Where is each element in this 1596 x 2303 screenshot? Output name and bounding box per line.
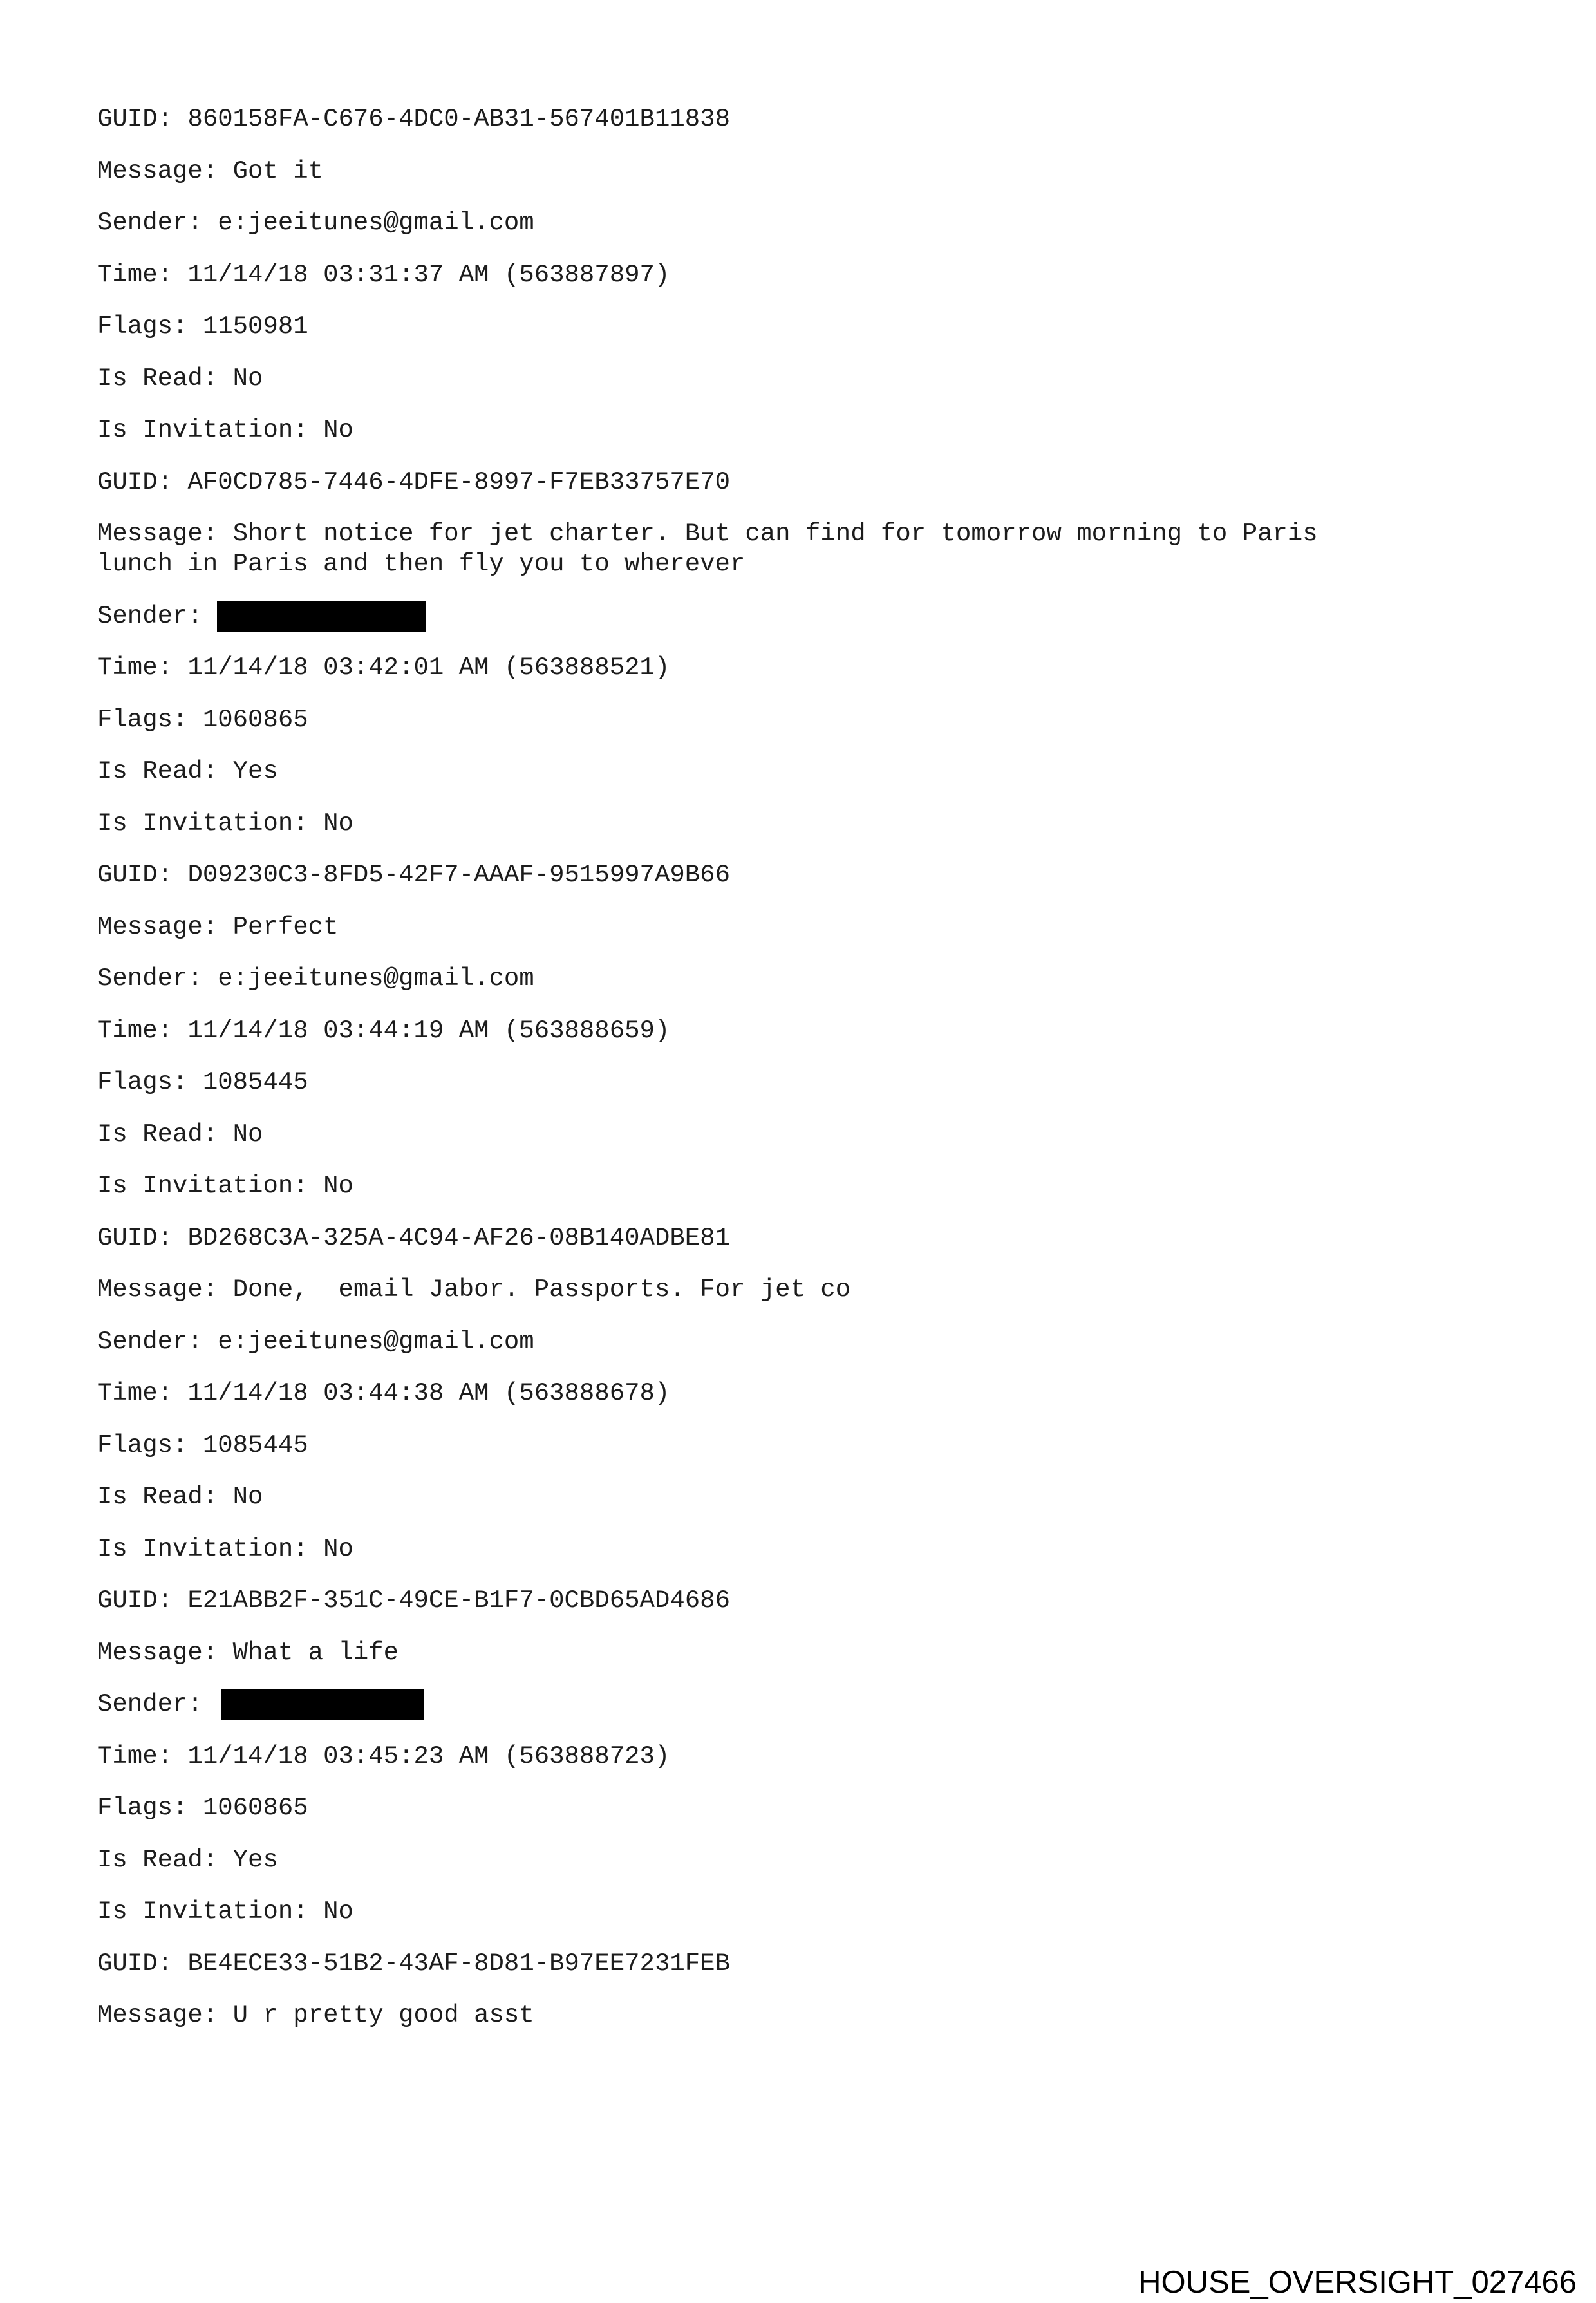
- time-label: Time:: [97, 653, 173, 682]
- is-read-value: No: [232, 1120, 263, 1149]
- time-label: Time:: [97, 1379, 173, 1407]
- is-read-value: No: [232, 1483, 263, 1511]
- message-value: Short notice for jet charter. But can find for tomorrow morning to Paris lunch in Paris and then fly you to wherever: [97, 520, 1318, 578]
- sender-label: Sender:: [97, 1327, 203, 1356]
- redaction-box: [217, 601, 426, 632]
- is-read-line: [97, 1120, 1481, 1150]
- guid-line: [97, 1949, 1481, 1979]
- is-read-line: [97, 757, 1481, 787]
- message-value: U r pretty good asst: [232, 2001, 534, 2029]
- flags-line: [97, 1067, 1481, 1098]
- is-invitation-line: [97, 1171, 1481, 1201]
- is-invitation-line: [97, 415, 1481, 446]
- message-line: [97, 912, 1481, 943]
- sender-line: [97, 1689, 1481, 1720]
- message-label: Message:: [97, 156, 218, 185]
- sender-line: [97, 964, 1481, 994]
- flags-value: 1060865: [202, 1794, 308, 1822]
- is-read-line: [97, 1845, 1481, 1875]
- guid-label: GUID:: [97, 1586, 173, 1615]
- is-read-line: [97, 1482, 1481, 1512]
- message-value: What a life: [232, 1638, 399, 1667]
- sender-label: Sender:: [97, 601, 203, 630]
- is-invitation-line: [97, 1534, 1481, 1565]
- guid-line: [97, 104, 1481, 135]
- flags-line: [97, 705, 1481, 735]
- flags-label: Flags:: [97, 312, 188, 341]
- guid-value: BE4ECE33-51B2-43AF-8D81-B97EE7231FEB: [187, 1949, 730, 1978]
- guid-line: [97, 467, 1481, 498]
- flags-label: Flags:: [97, 1431, 188, 1460]
- flags-line: [97, 1793, 1481, 1823]
- message-value: Done, email Jabor. Passports. For jet co: [232, 1275, 851, 1304]
- message-value: Got it: [232, 156, 324, 185]
- message-line: [97, 2000, 1481, 2031]
- time-line: [97, 260, 1481, 290]
- message-label: Message:: [97, 1275, 218, 1304]
- guid-label: GUID:: [97, 105, 173, 133]
- flags-label: Flags:: [97, 705, 188, 734]
- message-label: Message:: [97, 2001, 218, 2029]
- is-invitation-label: Is Invitation:: [97, 1897, 308, 1926]
- sender-label: Sender:: [97, 964, 203, 993]
- flags-value: 1085445: [202, 1431, 308, 1460]
- is-read-value: Yes: [232, 1845, 278, 1874]
- time-value: 11/14/18 03:42:01 AM (563888521): [187, 653, 670, 682]
- is-invitation-value: No: [323, 809, 353, 838]
- is-read-value: No: [232, 364, 263, 393]
- flags-label: Flags:: [97, 1794, 188, 1822]
- message-label: Message:: [97, 1638, 218, 1667]
- is-invitation-label: Is Invitation:: [97, 1172, 308, 1200]
- guid-line: [97, 1586, 1481, 1616]
- is-invitation-label: Is Invitation:: [97, 416, 308, 444]
- is-read-label: Is Read:: [97, 1120, 218, 1149]
- time-line: [97, 1378, 1481, 1409]
- time-value: 11/14/18 03:31:37 AM (563887897): [187, 260, 670, 289]
- is-invitation-label: Is Invitation:: [97, 809, 308, 838]
- guid-line: [97, 1223, 1481, 1254]
- time-line: [97, 1016, 1481, 1046]
- is-invitation-label: Is Invitation:: [97, 1534, 308, 1563]
- flags-value: 1085445: [202, 1068, 308, 1096]
- guid-label: GUID:: [97, 861, 173, 889]
- is-invitation-value: No: [323, 1897, 353, 1926]
- sender-value: e:jeeitunes@gmail.com: [218, 964, 534, 993]
- sender-line: [97, 208, 1481, 238]
- flags-value: 1150981: [202, 312, 308, 341]
- is-read-label: Is Read:: [97, 1483, 218, 1511]
- message-line: [97, 1275, 1481, 1305]
- flags-label: Flags:: [97, 1068, 188, 1096]
- sender-label: Sender:: [97, 209, 203, 237]
- time-value: 11/14/18 03:44:19 AM (563888659): [187, 1016, 670, 1045]
- guid-label: GUID:: [97, 467, 173, 496]
- time-label: Time:: [97, 260, 173, 289]
- message-label: Message:: [97, 912, 218, 941]
- message-label: Message:: [97, 520, 218, 548]
- guid-label: GUID:: [97, 1223, 173, 1252]
- guid-value: E21ABB2F-351C-49CE-B1F7-0CBD65AD4686: [187, 1586, 730, 1615]
- time-label: Time:: [97, 1016, 173, 1045]
- is-invitation-line: [97, 809, 1481, 839]
- sender-label: Sender:: [97, 1690, 203, 1718]
- message-line: [97, 1638, 1481, 1668]
- sender-line: [97, 601, 1481, 632]
- message-line: [97, 156, 1481, 187]
- time-value: 11/14/18 03:44:38 AM (563888678): [187, 1379, 670, 1407]
- is-invitation-value: No: [323, 1534, 353, 1563]
- is-read-label: Is Read:: [97, 364, 218, 393]
- redaction-box: [221, 1689, 424, 1720]
- sender-value: e:jeeitunes@gmail.com: [218, 209, 534, 237]
- is-read-label: Is Read:: [97, 1845, 218, 1874]
- flags-value: 1060865: [202, 705, 308, 734]
- flags-line: [97, 1431, 1481, 1461]
- is-invitation-value: No: [323, 416, 353, 444]
- time-value: 11/14/18 03:45:23 AM (563888723): [187, 1742, 670, 1771]
- time-line: [97, 653, 1481, 683]
- guid-label: GUID:: [97, 1949, 173, 1978]
- message-log: [97, 104, 1481, 2053]
- is-invitation-line: [97, 1897, 1481, 1927]
- time-line: [97, 1742, 1481, 1772]
- sender-line: [97, 1327, 1481, 1357]
- bates-number: HOUSE_OVERSIGHT_027466: [1138, 2265, 1577, 2300]
- guid-value: AF0CD785-7446-4DFE-8997-F7EB33757E70: [187, 467, 730, 496]
- message-value: Perfect: [232, 912, 339, 941]
- time-label: Time:: [97, 1742, 173, 1771]
- flags-line: [97, 312, 1481, 342]
- is-invitation-value: No: [323, 1172, 353, 1200]
- is-read-label: Is Read:: [97, 757, 218, 785]
- guid-line: [97, 860, 1481, 890]
- guid-value: 860158FA-C676-4DC0-AB31-567401B11838: [187, 105, 730, 133]
- is-read-value: Yes: [232, 757, 278, 785]
- guid-value: D09230C3-8FD5-42F7-AAAF-9515997A9B66: [187, 861, 730, 889]
- sender-value: e:jeeitunes@gmail.com: [218, 1327, 534, 1356]
- guid-value: BD268C3A-325A-4C94-AF26-08B140ADBE81: [187, 1223, 730, 1252]
- is-read-line: [97, 364, 1481, 394]
- message-line: [97, 519, 1481, 579]
